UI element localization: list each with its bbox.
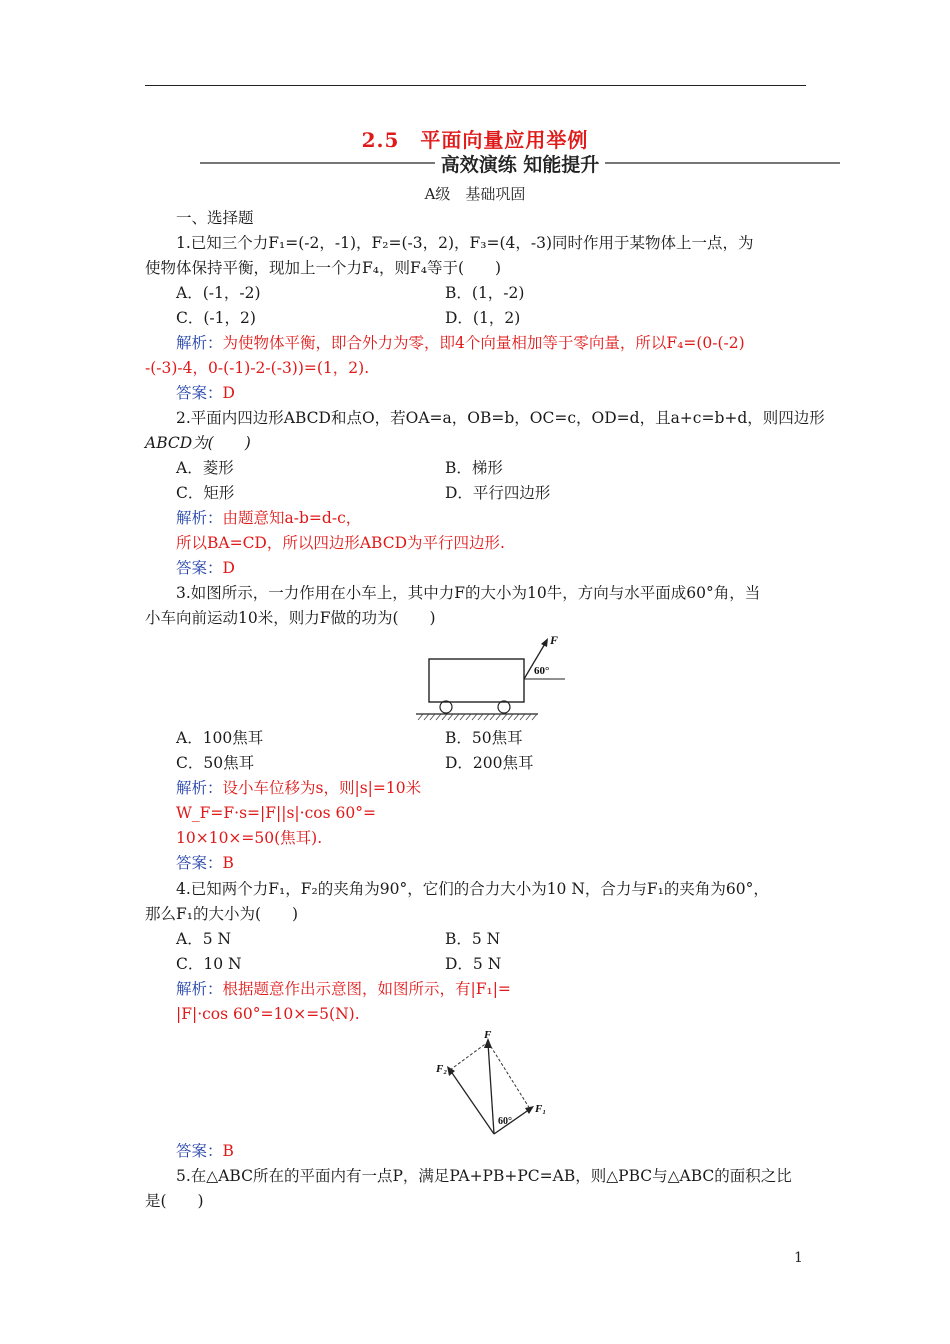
dashed-side-1 bbox=[450, 1042, 488, 1070]
fig-label-F2: F₂ bbox=[436, 1063, 448, 1075]
q2-stem-line1: 2.平面内四边形ABCD和点O，若OA=a，OB=b，OC=c，OD=d，且a+c=b+d，则四边形 bbox=[176, 409, 825, 427]
q1-analysis-line2: -(-3)-4，0-(-1)-2-(-3))=(1，2). bbox=[145, 359, 370, 377]
cart-wheel-right bbox=[498, 701, 510, 713]
cart-wheel-left bbox=[440, 701, 452, 713]
q4-answer-value: B bbox=[222, 1142, 234, 1160]
q3-stem-line1: 3.如图所示，一力作用在小车上，其中力F的大小为10牛，方向与水平面成60°角，当 bbox=[176, 584, 761, 602]
q4-analysis-label: 解析： bbox=[176, 980, 223, 998]
q4-stem-line1: 4.已知两个力F₁，F₂的夹角为90°，它们的合力大小为10 N，合力与F₁的夹角为60°， bbox=[176, 880, 769, 898]
q4-answer-label: 答案： bbox=[176, 1142, 223, 1160]
q1-option-c: C．(-1，2) bbox=[176, 309, 256, 327]
q1-option-a: A．(-1，-2) bbox=[176, 284, 261, 302]
cart-body bbox=[429, 659, 524, 702]
q1-analysis-text1: 为使物体平衡，即合外力为零，即4个向量相加等于零向量，所以F₄=(0-(-2) bbox=[222, 334, 745, 352]
fig-label-F: F bbox=[484, 1029, 492, 1041]
force-label: F bbox=[550, 633, 559, 647]
ground-hatching bbox=[418, 714, 537, 720]
page-title: 2.5 平面向量应用举例 bbox=[361, 128, 589, 152]
section-heading: 一、选择题 bbox=[176, 209, 254, 227]
level-heading: A级 基础巩固 bbox=[424, 185, 526, 203]
q1-analysis-label: 解析： bbox=[176, 334, 223, 352]
cart-force-figure bbox=[410, 630, 570, 722]
fig-angle-label: 60° bbox=[498, 1116, 512, 1127]
q2-answer bbox=[176, 558, 235, 578]
q5-stem-line2: 是( ) bbox=[145, 1192, 204, 1210]
q4-option-a: A．5 N bbox=[176, 930, 232, 948]
q1-option-d: D．(1，2) bbox=[445, 309, 521, 327]
q2-analysis-text1: 由题意知a-b=d-c， bbox=[222, 509, 362, 527]
q2-option-d: D．平行四边形 bbox=[445, 484, 551, 502]
q1-analysis-line1 bbox=[176, 333, 745, 353]
fig-label-F1: F₁ bbox=[535, 1103, 547, 1115]
q3-analysis-label: 解析： bbox=[176, 779, 223, 797]
q4-stem-line2: 那么F₁的大小为( ) bbox=[145, 905, 299, 923]
q3-option-d: D．200焦耳 bbox=[445, 754, 534, 772]
header-rule bbox=[145, 85, 806, 86]
page-number: 1 bbox=[794, 1250, 803, 1266]
q4-answer bbox=[176, 1141, 234, 1161]
q2-option-c: C．矩形 bbox=[176, 484, 235, 502]
q3-analysis-line3: 10×10×=50(焦耳). bbox=[176, 829, 323, 847]
q3-stem-line2: 小车向前运动10米，则力F做的功为( ) bbox=[145, 609, 436, 627]
q5-stem-line1: 5.在△ABC所在的平面内有一点P，满足PA+PB+PC=AB，则△PBC与△ABC的面积之比 bbox=[176, 1167, 792, 1185]
force-parallelogram-figure bbox=[432, 1026, 552, 1138]
q3-answer-label: 答案： bbox=[176, 854, 223, 872]
q2-analysis-line2: 所以BA=CD，所以四边形ABCD为平行四边形. bbox=[176, 534, 505, 552]
q3-option-a: A．100焦耳 bbox=[176, 729, 264, 747]
q1-answer bbox=[176, 383, 235, 403]
q2-analysis-line1 bbox=[176, 508, 361, 528]
q1-option-b: B．(1，-2) bbox=[445, 284, 525, 302]
q1-answer-label: 答案： bbox=[176, 384, 223, 402]
q4-analysis-text1: 根据题意作出示意图，如图所示，有|F₁|= bbox=[222, 980, 511, 998]
q3-option-c: C．50焦耳 bbox=[176, 754, 255, 772]
q2-option-b: B．梯形 bbox=[445, 459, 503, 477]
q4-option-b: B．5 N bbox=[445, 930, 501, 948]
q2-analysis-label: 解析： bbox=[176, 509, 223, 527]
subtitle-text: 高效演练 知能提升 bbox=[435, 154, 606, 176]
angle-label: 60° bbox=[534, 665, 550, 677]
resultant-F bbox=[488, 1043, 494, 1134]
q1-stem-line2: 使物体保持平衡，现加上一个力F₄，则F₄等于( ) bbox=[145, 259, 502, 277]
q3-answer bbox=[176, 853, 234, 873]
q1-stem-line1: 1.已知三个力F₁=(-2，-1)，F₂=(-3，2)，F₃=(4，-3)同时作用于某物体上一点，为 bbox=[176, 234, 754, 252]
q2-stem-line2: ABCD为( ) bbox=[145, 434, 251, 452]
q4-analysis-line2: |F|·cos 60°=10×=5(N). bbox=[176, 1005, 360, 1023]
dashed-side-2 bbox=[488, 1042, 530, 1109]
q3-analysis-line2: W_F=F·s=|F||s|·cos 60°= bbox=[176, 804, 376, 822]
q4-analysis-line1 bbox=[176, 979, 511, 999]
q4-option-d: D．5 N bbox=[445, 955, 502, 973]
q1-answer-value: D bbox=[222, 384, 235, 402]
force-arrowhead bbox=[541, 638, 548, 647]
subtitle-banner bbox=[200, 150, 840, 176]
q3-analysis-text1: 设小车位移为s，则|s|=10米 bbox=[222, 779, 422, 797]
q3-option-b: B．50焦耳 bbox=[445, 729, 523, 747]
q3-analysis-line1 bbox=[176, 778, 421, 798]
q2-answer-value: D bbox=[222, 559, 235, 577]
q4-option-c: C．10 N bbox=[176, 955, 242, 973]
q2-answer-label: 答案： bbox=[176, 559, 223, 577]
q2-option-a: A．菱形 bbox=[176, 459, 234, 477]
q3-answer-value: B bbox=[222, 854, 234, 872]
vector-F2 bbox=[450, 1070, 494, 1134]
